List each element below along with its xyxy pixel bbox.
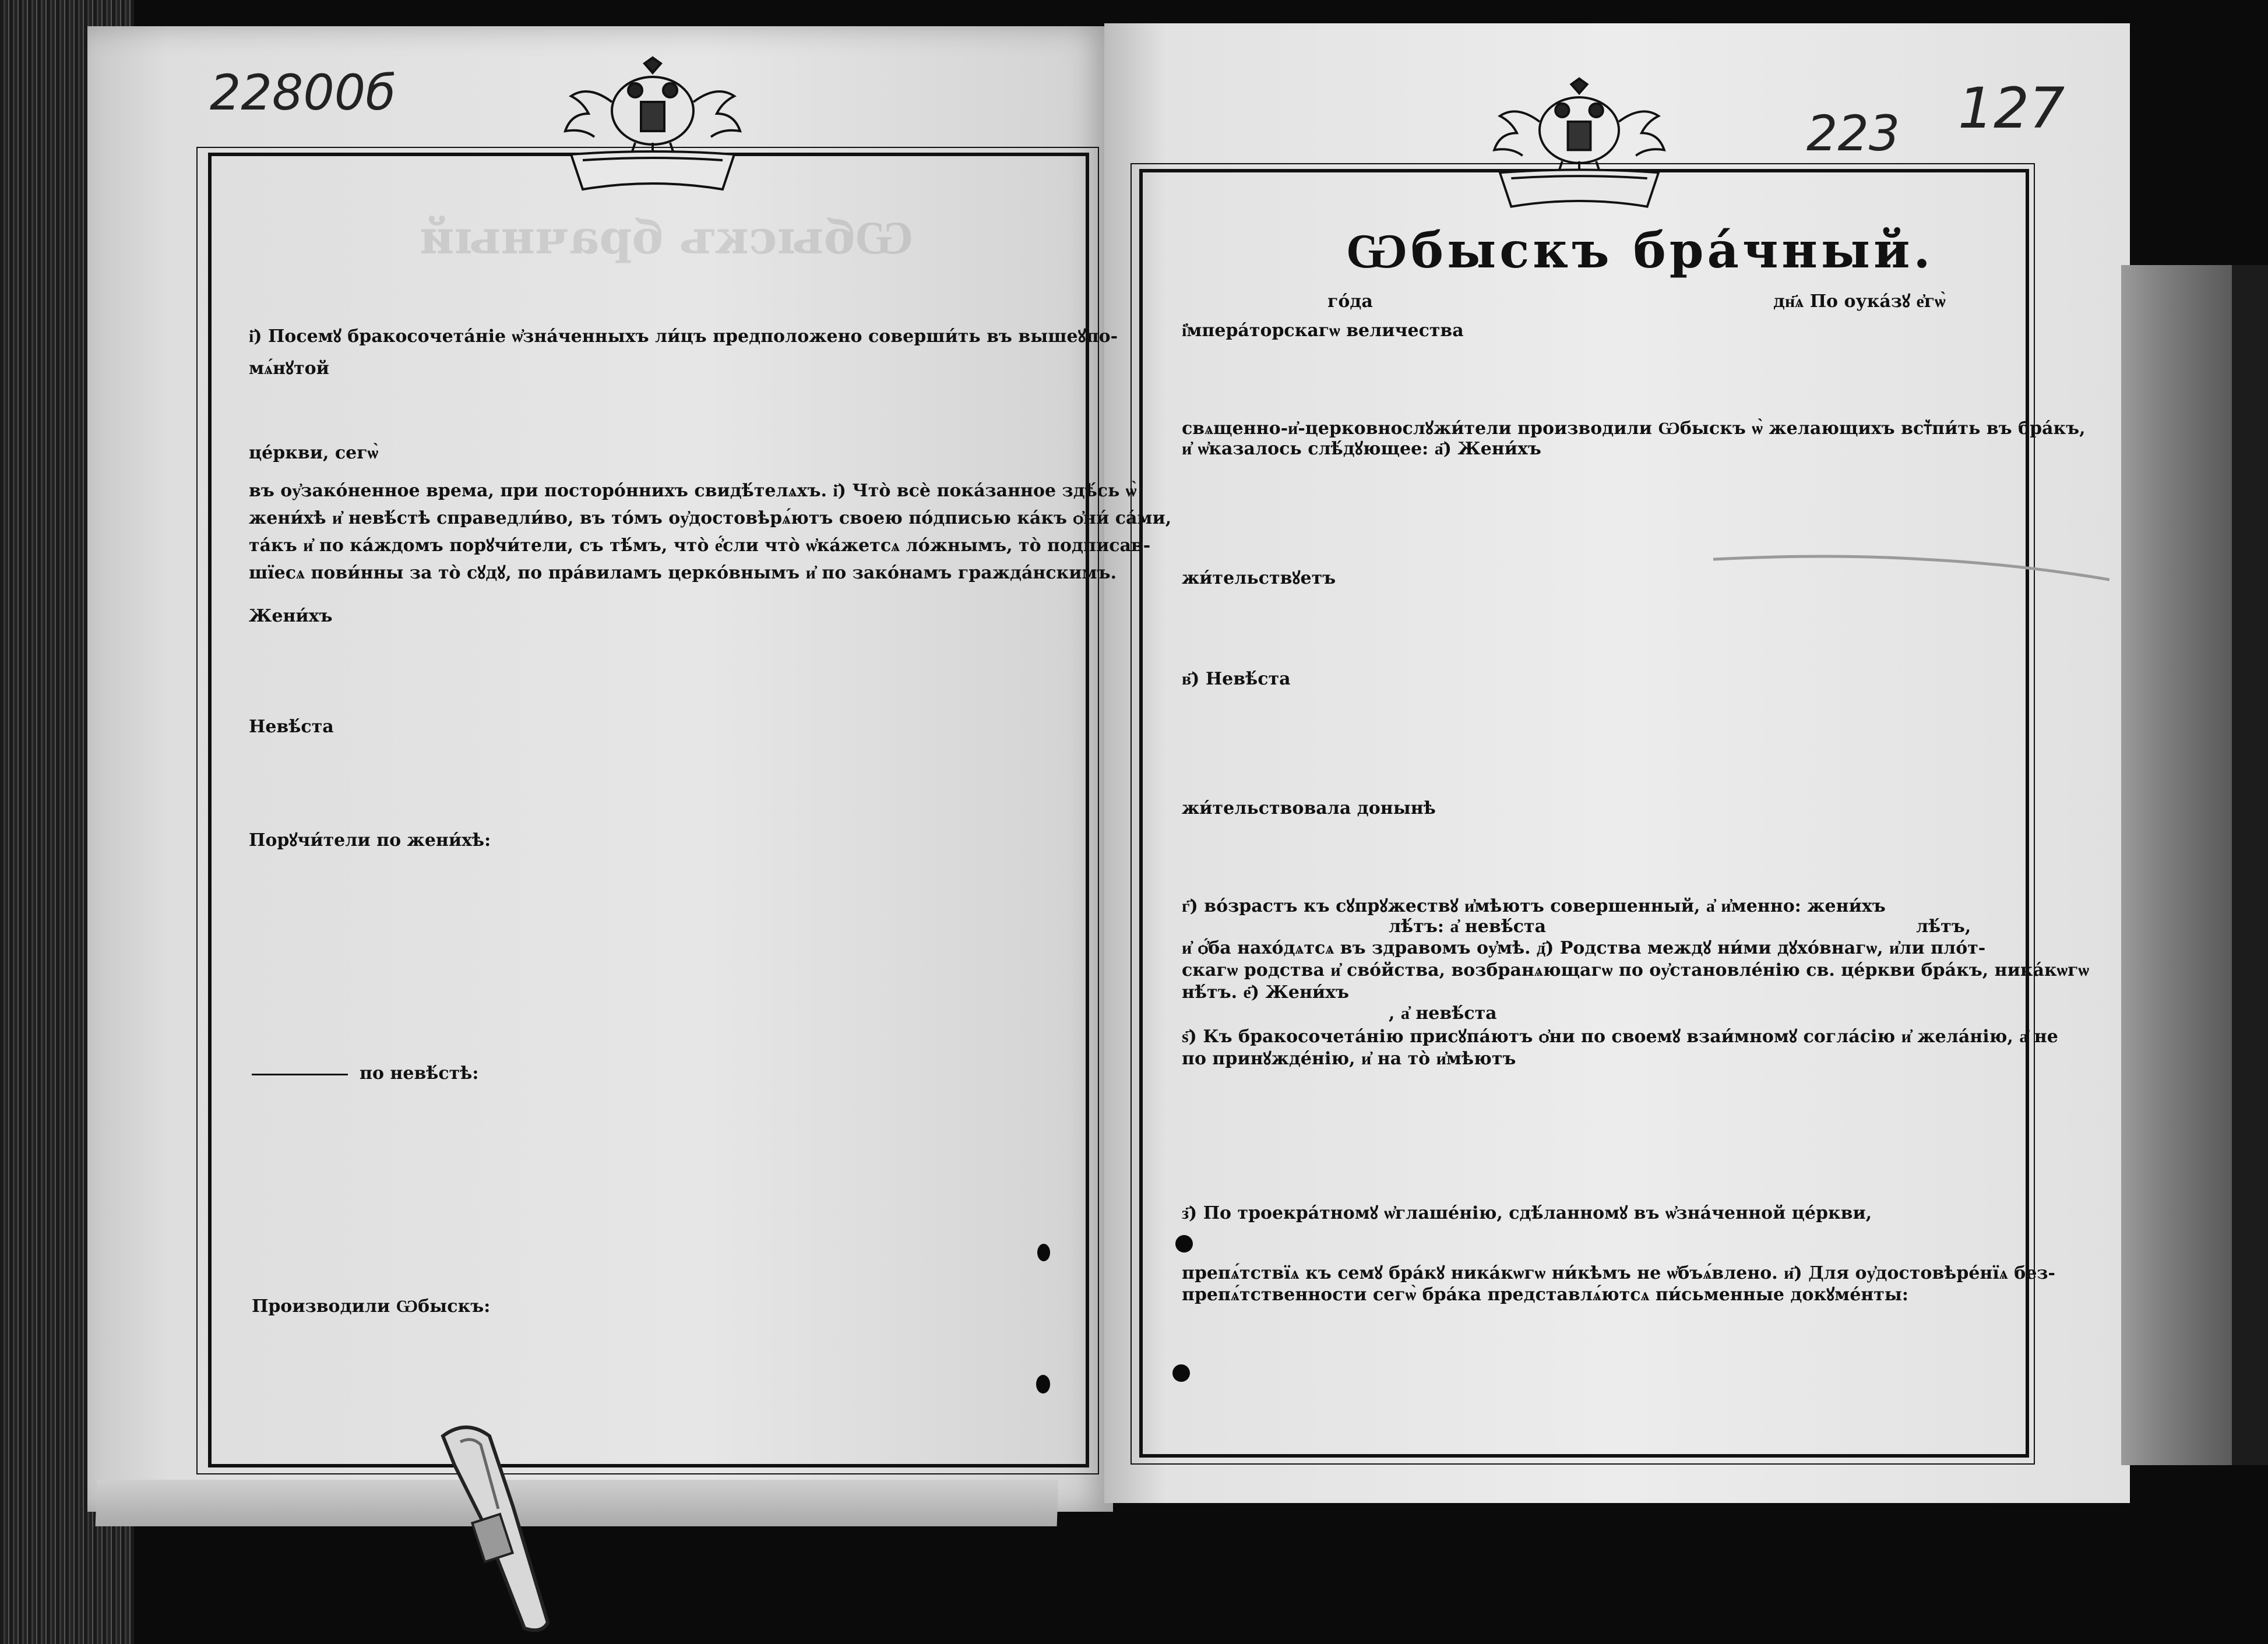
left-line-3: це́ркви, сегѡ̀ xyxy=(249,443,379,463)
right-day-decree: дн҃ѧ По оука́зꙋ е҆гѡ̀ xyxy=(1773,291,1946,312)
right-line-4: и҆ ѡ҆казалось слѣ́дꙋющее: а҃) Жени́хъ xyxy=(1182,439,1541,459)
bottom-page-edge xyxy=(96,1480,1059,1526)
sureties-dash xyxy=(252,1074,348,1075)
right-line-3: свѧщенно-и҆-церковнослꙋжи́тели производили Ѡбыскъ ѡ̀ желающихъ вст꙽пи́ть въ бра́къ, xyxy=(1182,418,2086,439)
right-line-8a: г҃) во́зрастъ къ сꙋпрꙋжествꙋ и҆мѣютъ совершенный, а҆ и҆менно: жени́хъ xyxy=(1182,896,1886,916)
right-line-16: препѧ́тствїѧ къ семꙋ бра́кꙋ ника́кѡгѡ ни́кѣмъ не ѡ҆бъѧ́влено. и҃) Для оу҆достовѣре́нїѧ без- xyxy=(1182,1263,2055,1283)
next-page-strip xyxy=(2121,265,2232,1465)
left-line-5: жени́хѣ и҆ невѣ́стѣ справедли́во, въ то́мъ оу҆достовѣрѧ́ютъ своею по́дписью ка́къ ѻ҆ни́ са́ми, xyxy=(249,508,1172,528)
left-conducted-label: Производили Ѡбыскъ: xyxy=(252,1296,491,1317)
right-line-5: жи́тельствꙋетъ xyxy=(1182,568,1336,588)
page-fold-crease xyxy=(1713,548,2109,588)
right-line-8b: лѣ́тъ: а҆ невѣ́ста xyxy=(1389,916,1547,937)
right-line-17: препѧ́тственности сегѡ̀ бра́ка представлѧ́ютсѧ пи́сьменные докꙋме́нты: xyxy=(1182,1285,1908,1305)
bleed-through-title: Ѡбыскъ брачный xyxy=(420,210,914,264)
left-line-7: шїесѧ пови́нны за то̀ сꙋдꙋ, по пра́виламъ церко́внымъ и҆ по зако́намъ гражда́нскимъ. xyxy=(249,563,1117,583)
document-title: Ѡбыскъ бра́чный. xyxy=(1346,221,1934,279)
left-line-2: мѧ́нꙋтой xyxy=(249,358,329,379)
right-year-label: го́да xyxy=(1327,291,1373,312)
right-line-14: по принꙋжде́нію, и҆ на то̀ и҆мѣютъ xyxy=(1182,1049,1516,1069)
imperial-eagle-crest-icon xyxy=(1477,76,1681,221)
right-line-10: скагѡ родства и҆ сво́йства, возбранѧющагѡ по оу҆становле́нію св. це́ркви бра́къ, ника́кѡгѡ xyxy=(1182,960,2090,980)
left-line-6: та́къ и҆ по ка́ждомъ порꙋчи́тели, съ тѣ́мъ, что̀ е҆́сли что̀ ѡ҆ка́жетсѧ ло́жнымъ, то̀ подписав- xyxy=(249,535,1151,556)
left-groom-label: Жени́хъ xyxy=(249,606,333,626)
left-sureties-bride-label: по невѣ́стѣ: xyxy=(360,1063,479,1084)
imperial-eagle-crest-icon xyxy=(548,55,758,204)
binding-hole xyxy=(1172,1364,1190,1382)
right-line-12: , а҆ невѣ́ста xyxy=(1389,1003,1497,1024)
right-line-11: нѣ́тъ. е҃) Жени́хъ xyxy=(1182,982,1350,1003)
right-line-9: и҆ ѻ҆́ба нахо́дѧтсѧ въ здравомъ оу҆мѣ. д҃) Родства междꙋ ни́ми дꙋхо́внагѡ, и҆ли пло́т- xyxy=(1182,938,1986,958)
binding-hole xyxy=(1036,1375,1050,1393)
right-line-7: жи́тельствовала донынѣ xyxy=(1182,798,1436,819)
metal-clip-icon xyxy=(420,1419,571,1640)
right-corner-number: 127 xyxy=(1958,76,2065,141)
binding-hole xyxy=(1175,1235,1193,1253)
dark-background-strip xyxy=(2232,265,2268,1465)
left-folio-number: 22800б xyxy=(210,64,396,121)
left-line-4: въ оу҆зако́ненное врема, при посторо́ннихъ свидѣ́телѧхъ. і҃) Что̀ всѐ пока́занное здѣ́сь ѡ̀ xyxy=(249,481,1137,501)
left-sureties-groom-label: Порꙋчи́тели по жени́хѣ: xyxy=(249,830,491,851)
right-line-8c: лѣ́тъ, xyxy=(1916,916,1971,937)
right-line-15: з҃) По троекра́тномꙋ ѡ҆глаше́нію, сдѣ́ланномꙋ въ ѡ҆зна́ченной це́ркви, xyxy=(1182,1203,1872,1223)
right-folio-number: 223 xyxy=(1806,105,1900,162)
right-line-13: ѕ҃) Къ бракосочета́нію присꙋпа́ютъ ѻ҆ни по своемꙋ взаи́мномꙋ согла́сію и҆ жела́нію, а҆ не xyxy=(1182,1026,2058,1047)
left-bride-label: Невѣ́ста xyxy=(249,717,334,737)
left-line-1: і҃) Посемꙋ бракосочета́ніе ѡ҆зна́ченныхъ ли́цъ предположено соверши́ть въ вышеꙋпо- xyxy=(249,326,1118,347)
binding-hole xyxy=(1037,1244,1050,1261)
right-line-2: і҆мпера́торскагѡ величества xyxy=(1182,320,1464,341)
right-line-6: в҃) Невѣ́ста xyxy=(1182,669,1291,689)
